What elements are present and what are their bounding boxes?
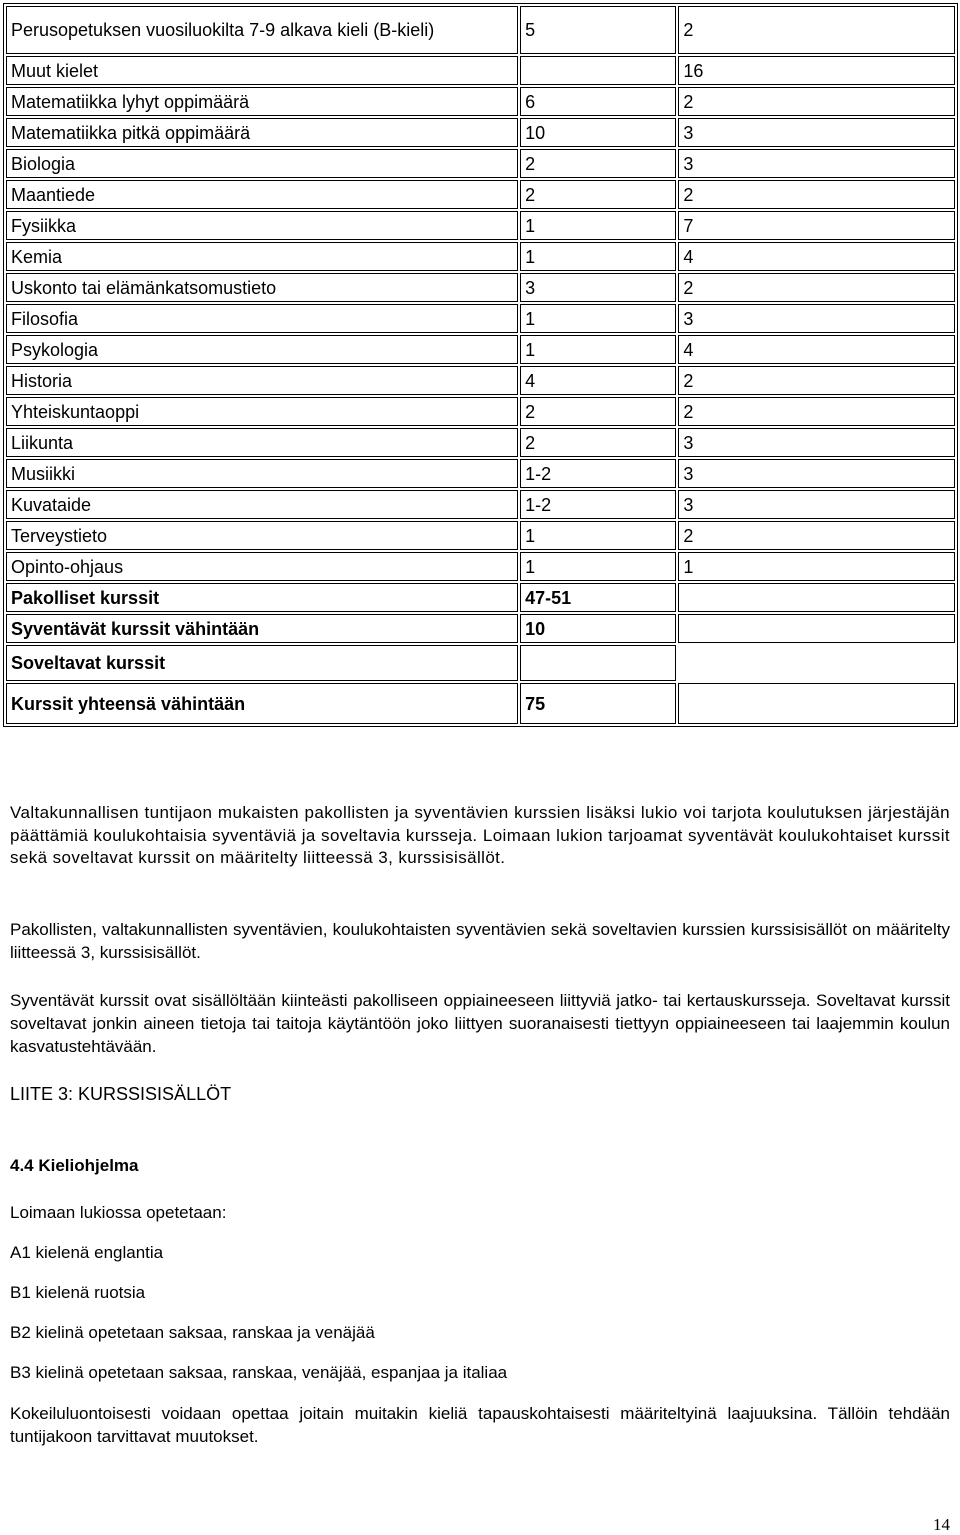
- courses-cell: 2: [678, 397, 955, 426]
- subject-cell: Opinto-ohjaus: [6, 552, 518, 581]
- courses-cell: 4: [678, 242, 955, 271]
- courses-cell: 2: [678, 273, 955, 302]
- table-row: [6, 56, 955, 85]
- table-row: [6, 149, 955, 178]
- courses-cell: 1: [520, 335, 676, 364]
- courses-cell: 2: [678, 366, 955, 395]
- paragraph-additional-courses: Valtakunnallisen tuntijaon mukaisten pakollisten ja syventävien kurssien lisäksi lukio voi tarjota koulutuksen järjestäjän päättämiä koulukohtaisia syventäviä ja soveltavia kursseja. Loimaan lukion tarjoamat syventävät koulukohtaiset kurssit sekä soveltavat kurssit on määritelty liitteessä 3, kurssisisällöt.: [10, 803, 950, 867]
- table-row: [6, 366, 955, 395]
- courses-cell: 2: [678, 6, 955, 54]
- section-heading: 4.4 Kieliohjelma: [10, 1156, 139, 1175]
- summary-row: [6, 645, 955, 681]
- language-item: B1 kielenä ruotsia: [10, 1283, 146, 1302]
- summary-row: [6, 583, 955, 612]
- courses-cell: 1: [678, 552, 955, 581]
- summary-value: 75: [520, 683, 676, 724]
- table-row: [6, 211, 955, 240]
- courses-cell: 1: [520, 552, 676, 581]
- courses-cell: 2: [520, 428, 676, 457]
- subject-cell: Filosofia: [6, 304, 518, 333]
- table-row: [6, 242, 955, 271]
- courses-cell: 7: [678, 211, 955, 240]
- subject-cell: Historia: [6, 366, 518, 395]
- table-row: [6, 6, 955, 54]
- subject-cell: Liikunta: [6, 428, 518, 457]
- summary-row: [6, 614, 955, 643]
- courses-cell: 3: [678, 459, 955, 488]
- table-row: [6, 304, 955, 333]
- courses-cell: 1-2: [520, 459, 676, 488]
- courses-cell: 3: [678, 490, 955, 519]
- section-intro: Loimaan lukiossa opetetaan:: [10, 1203, 227, 1222]
- subject-cell: Matematiikka lyhyt oppimäärä: [6, 87, 518, 116]
- courses-cell: 2: [678, 87, 955, 116]
- summary-label: Kurssit yhteensä vähintään: [6, 683, 518, 724]
- courses-cell: 4: [678, 335, 955, 364]
- paragraph-course-types: Syventävät kurssit ovat sisällöltään kiinteästi pakolliseen oppiaineeseen liittyviä jatko- tai kertauskursseja. Soveltavat kurssit soveltavat jonkin aineen tietoja tai taitoja käytäntöön joko liittyen suoranaisesti tiettyyn oppiaineeseen tai laajemmin koulun kasvatustehtävään.: [10, 991, 950, 1056]
- table-row: [6, 397, 955, 426]
- courses-cell: 16: [678, 56, 955, 85]
- table-row: [6, 118, 955, 147]
- courses-cell: 3: [678, 149, 955, 178]
- courses-cell: 1-2: [520, 490, 676, 519]
- summary-value: [520, 645, 676, 681]
- table-row: [6, 552, 955, 581]
- courses-cell: 4: [520, 366, 676, 395]
- subject-cell: Perusopetuksen vuosiluokilta 7-9 alkava kieli (B-kieli): [6, 6, 518, 54]
- subject-cell: Psykologia: [6, 335, 518, 364]
- table-row: [6, 273, 955, 302]
- table-row: [6, 180, 955, 209]
- courses-cell: [520, 56, 676, 85]
- summary-extra: [678, 683, 955, 724]
- summary-label: Syventävät kurssit vähintään: [6, 614, 518, 643]
- courses-cell: 1: [520, 211, 676, 240]
- summary-value: 47-51: [520, 583, 676, 612]
- language-item: B3 kielinä opetetaan saksaa, ranskaa, venäjää, espanjaa ja italiaa: [10, 1363, 508, 1382]
- subject-cell: Maantiede: [6, 180, 518, 209]
- table-row: [6, 87, 955, 116]
- subject-cell: Biologia: [6, 149, 518, 178]
- subject-cell: Matematiikka pitkä oppimäärä: [6, 118, 518, 147]
- courses-cell: 3: [678, 118, 955, 147]
- courses-cell: 10: [520, 118, 676, 147]
- subject-cell: Uskonto tai elämänkatsomustieto: [6, 273, 518, 302]
- appendix-reference: LIITE 3: KURSSISISÄLLÖT: [10, 1084, 232, 1104]
- courses-cell: 1: [520, 242, 676, 271]
- summary-label: Pakolliset kurssit: [6, 583, 518, 612]
- subject-cell: Kemia: [6, 242, 518, 271]
- paragraph-trial-languages: Kokeiluluontoisesti voidaan opettaa joitain muitakin kieliä tapauskohtaisesti määriteltyinä laajuuksina. Tällöin tehdään tuntijakoon tarvittavat muutokset.: [10, 1404, 950, 1446]
- courses-cell: 3: [678, 428, 955, 457]
- course-table: [3, 3, 958, 727]
- language-item: B2 kielinä opetetaan saksaa, ranskaa ja venäjää: [10, 1323, 375, 1342]
- summary-extra: [678, 583, 955, 612]
- summary-value: 10: [520, 614, 676, 643]
- summary-extra: [678, 614, 955, 643]
- courses-cell: 2: [678, 521, 955, 550]
- subject-cell: Fysiikka: [6, 211, 518, 240]
- page-number: 14: [933, 1515, 950, 1534]
- subject-cell: Muut kielet: [6, 56, 518, 85]
- courses-cell: 6: [520, 87, 676, 116]
- table-row: [6, 428, 955, 457]
- courses-cell: 1: [520, 304, 676, 333]
- subject-cell: Kuvataide: [6, 490, 518, 519]
- courses-cell: 5: [520, 6, 676, 54]
- summary-label: Soveltavat kurssit: [6, 645, 518, 681]
- paragraph-course-contents: Pakollisten, valtakunnallisten syventävien, koulukohtaisten syventävien sekä soveltavien kurssien kurssisisällöt on määritelty liitteessä 3, kurssisisällöt.: [10, 920, 950, 962]
- summary-row: [6, 683, 955, 724]
- courses-cell: 1: [520, 521, 676, 550]
- courses-cell: 2: [520, 149, 676, 178]
- summary-extra: [678, 645, 955, 681]
- courses-cell: 2: [520, 397, 676, 426]
- table-row: [6, 521, 955, 550]
- subject-cell: Musiikki: [6, 459, 518, 488]
- table-row: [6, 459, 955, 488]
- courses-cell: 2: [520, 180, 676, 209]
- subject-cell: Yhteiskuntaoppi: [6, 397, 518, 426]
- table-row: [6, 490, 955, 519]
- subject-cell: Terveystieto: [6, 521, 518, 550]
- courses-cell: 3: [520, 273, 676, 302]
- courses-cell: 2: [678, 180, 955, 209]
- language-item: A1 kielenä englantia: [10, 1243, 164, 1262]
- courses-cell: 3: [678, 304, 955, 333]
- table-row: [6, 335, 955, 364]
